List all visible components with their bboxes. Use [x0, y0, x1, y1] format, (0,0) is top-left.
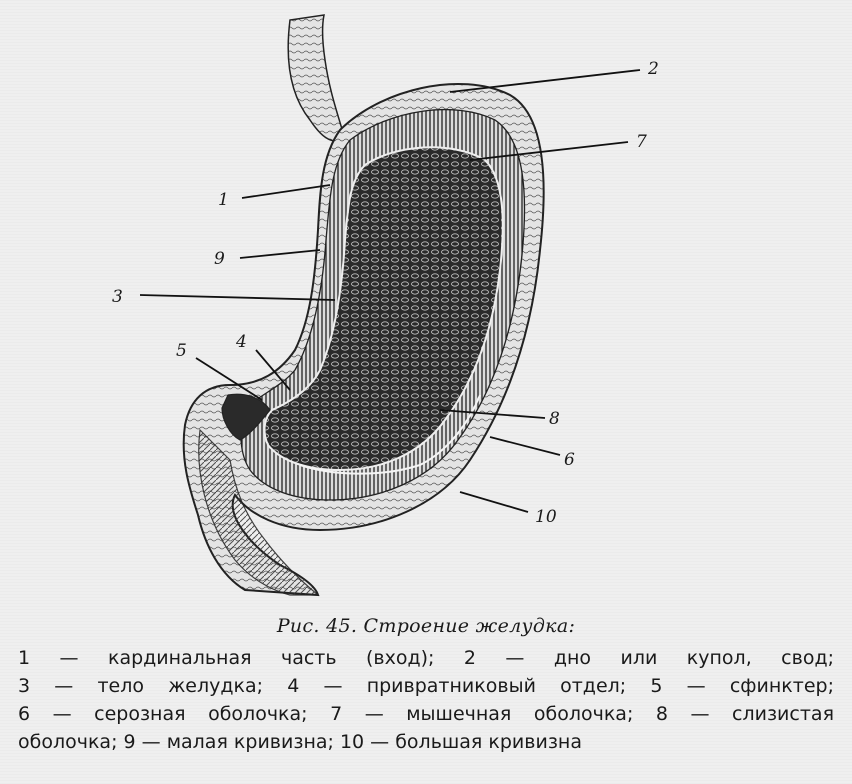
- label-1: 1: [218, 190, 229, 210]
- leader-line-1: [242, 185, 330, 198]
- label-10: 10: [535, 507, 557, 527]
- caption-line-4: оболочка; 9 — малая кривизна; 10 — большая кривизна: [18, 731, 582, 753]
- caption-line-1: 1 — кардинальная часть (вход); 2 — дно или купол, свод;: [18, 647, 834, 669]
- caption-title: Рис. 45. Строение желудка:: [276, 615, 576, 637]
- label-5: 5: [176, 341, 187, 361]
- label-7: 7: [636, 132, 647, 152]
- esophagus: [288, 15, 345, 141]
- leader-line-9: [240, 250, 320, 258]
- leader-line-6: [490, 437, 560, 455]
- caption-line-2: 3 — тело желудка; 4 — привратниковый отдел; 5 — сфинктер;: [18, 675, 834, 697]
- leader-line-2: [450, 70, 640, 92]
- label-4: 4: [236, 332, 247, 352]
- leader-line-3: [140, 295, 335, 300]
- label-2: 2: [648, 59, 659, 79]
- leader-line-10: [460, 492, 528, 512]
- label-8: 8: [549, 409, 560, 429]
- caption-line-3: 6 — серозная оболочка; 7 — мышечная оболочка; 8 — слизистая: [18, 703, 834, 725]
- label-3: 3: [112, 287, 123, 307]
- label-6: 6: [564, 450, 575, 470]
- label-9: 9: [214, 249, 225, 269]
